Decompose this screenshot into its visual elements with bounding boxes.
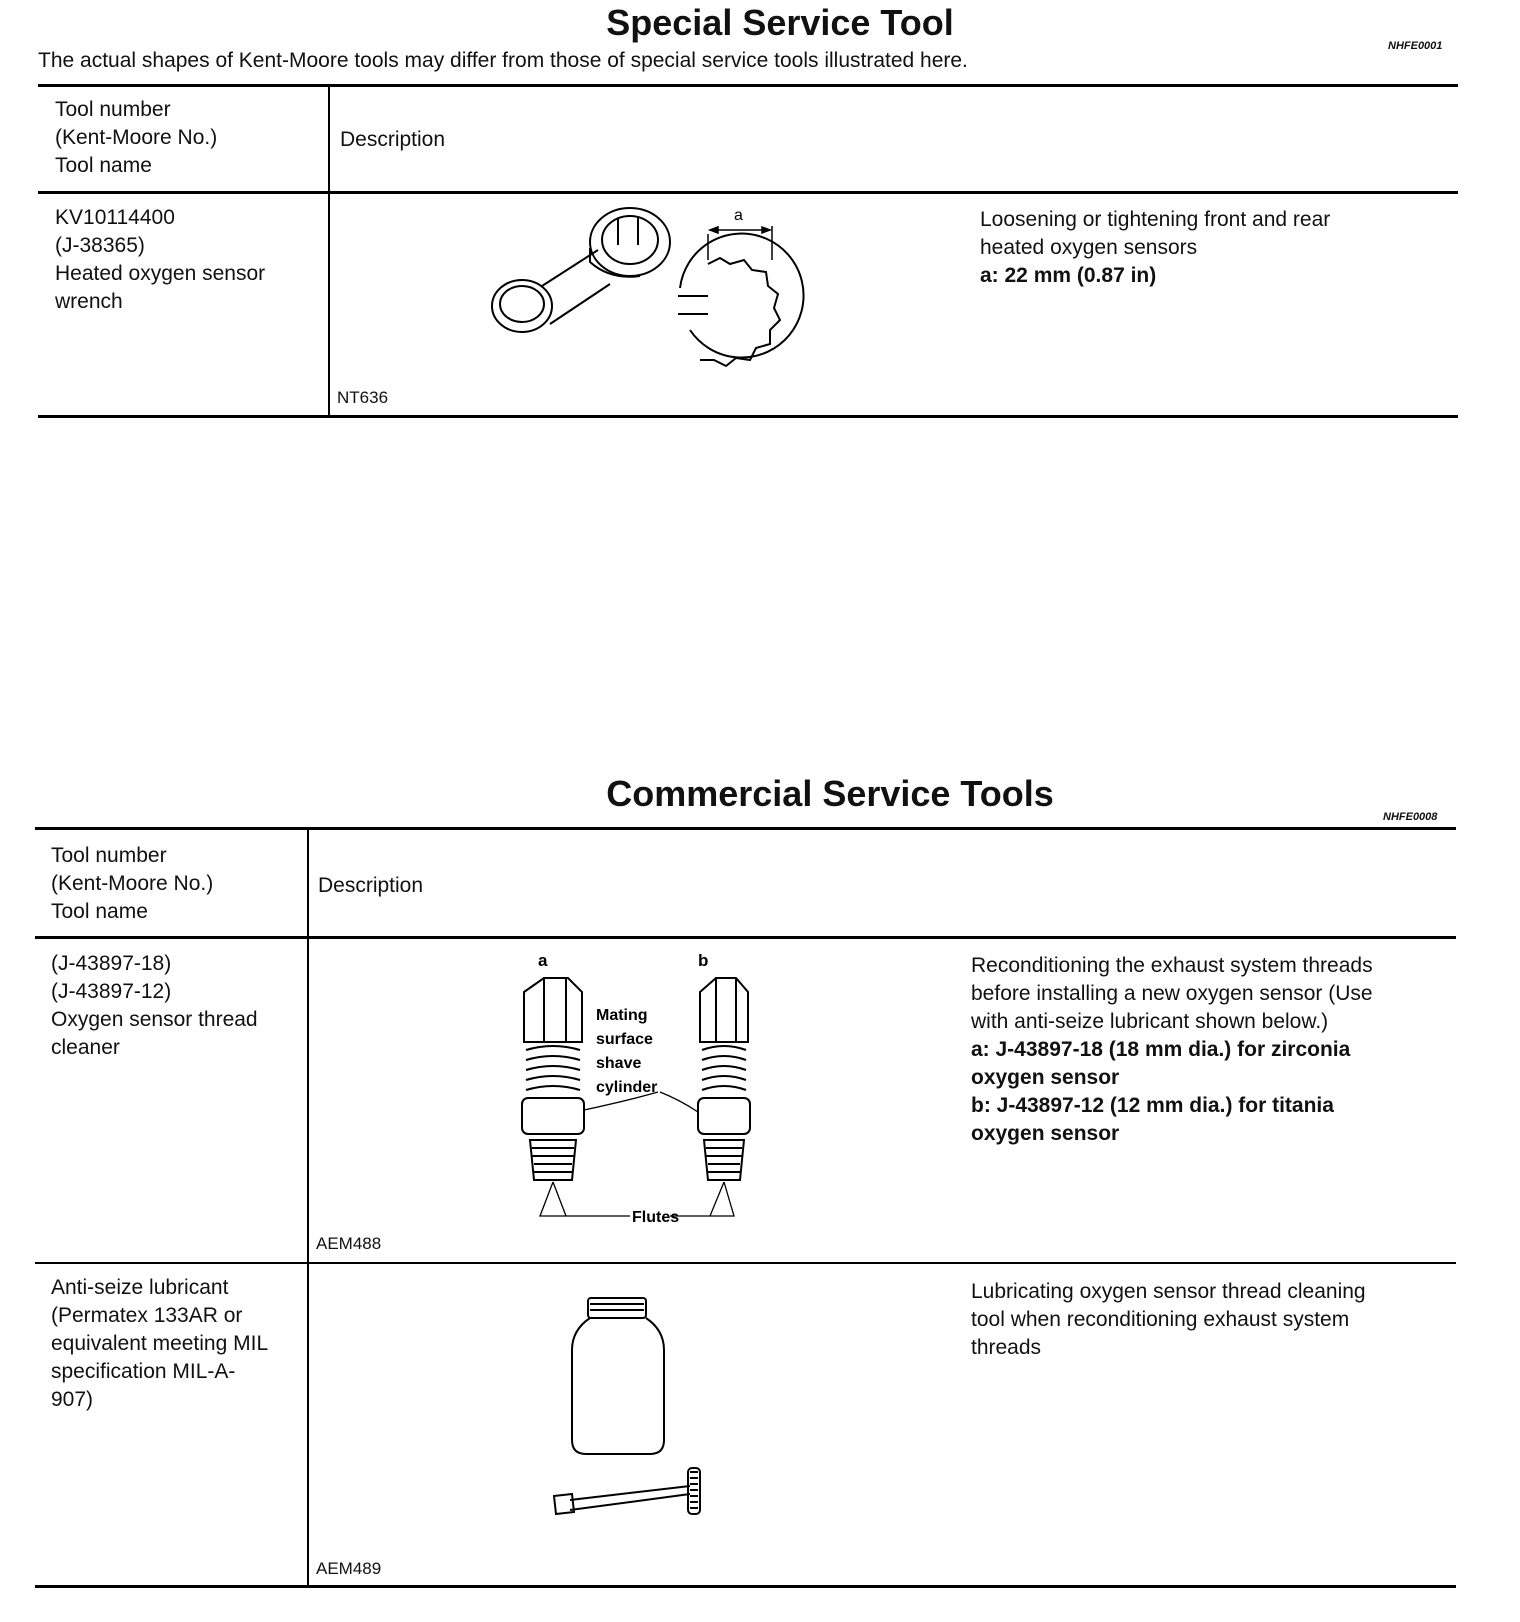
thread-cleaner-description: Reconditioning the exhaust system threads before installing a new oxygen sensor (Use with anti-seize lubricant shown below.) a: J-43897-18 (18 mm dia.) for zirconia oxygen sensor b: J-43897-12 (12 mm dia.) for titania oxygen sensor <box>971 954 1373 1145</box>
mating-label-line-2: surface <box>596 1031 653 1048</box>
mating-label-line-3: shave <box>596 1055 642 1072</box>
thread-cleaner-illustration <box>510 950 780 1230</box>
special-col-divider-row <box>328 193 330 416</box>
commercial-header-description: Description <box>318 874 424 897</box>
special-description: Loosening or tightening front and rear heated oxygen sensors a: 22 mm (0.87 in) <box>980 208 1331 287</box>
special-title: Special Service Tool <box>606 2 954 43</box>
lubricant-figure-id: AEM489 <box>316 1559 382 1578</box>
special-tool-info: KV10114400 (J-38365) Heated oxygen sensor wrench <box>55 206 266 313</box>
special-top-rule <box>38 84 1458 87</box>
wrench-illustration <box>480 200 820 380</box>
figure-label-b: b <box>698 951 709 970</box>
lubricant-tool-info: Anti-seize lubricant (Permatex 133AR or equivalent meeting MIL specification MIL-A- 907) <box>51 1276 269 1411</box>
thread-cleaner-tool-info: (J-43897-18) (J-43897-12) Oxygen sensor thread cleaner <box>51 952 258 1059</box>
flutes-label: Flutes <box>632 1209 680 1226</box>
commercial-bottom-rule <box>35 1585 1456 1588</box>
lubricant-description: Lubricating oxygen sensor thread cleaning tool when reconditioning exhaust system threads <box>971 1280 1366 1359</box>
commercial-row-rule <box>35 1262 1456 1264</box>
commercial-title: Commercial Service Tools <box>606 773 1054 814</box>
special-header-description: Description <box>340 128 446 151</box>
thread-cleaner-figure-id: AEM488 <box>316 1234 382 1253</box>
special-code: NHFE0001 <box>1388 40 1443 52</box>
special-col-divider <box>328 86 330 192</box>
special-bottom-rule <box>38 415 1458 418</box>
special-header-rule <box>38 191 1458 194</box>
lubricant-illustration <box>550 1290 730 1530</box>
mating-label-line-4: cylinder <box>596 1079 658 1096</box>
commercial-header-rule <box>35 936 1456 939</box>
figure-label-a: a <box>538 951 548 970</box>
special-header-tool: Tool number (Kent-Moore No.) Tool name <box>55 98 218 177</box>
special-figure-id: NT636 <box>337 388 389 407</box>
wrench-dimension-label: a <box>734 207 743 224</box>
commercial-col-divider <box>307 829 309 1586</box>
special-note: The actual shapes of Kent-Moore tools may differ from those of special service tools illustrated here. <box>38 49 968 72</box>
mating-label-line-1: Mating <box>596 1007 648 1024</box>
commercial-code: NHFE0008 <box>1383 811 1438 823</box>
commercial-header-tool: Tool number (Kent-Moore No.) Tool name <box>51 844 214 923</box>
commercial-top-rule <box>35 827 1456 830</box>
